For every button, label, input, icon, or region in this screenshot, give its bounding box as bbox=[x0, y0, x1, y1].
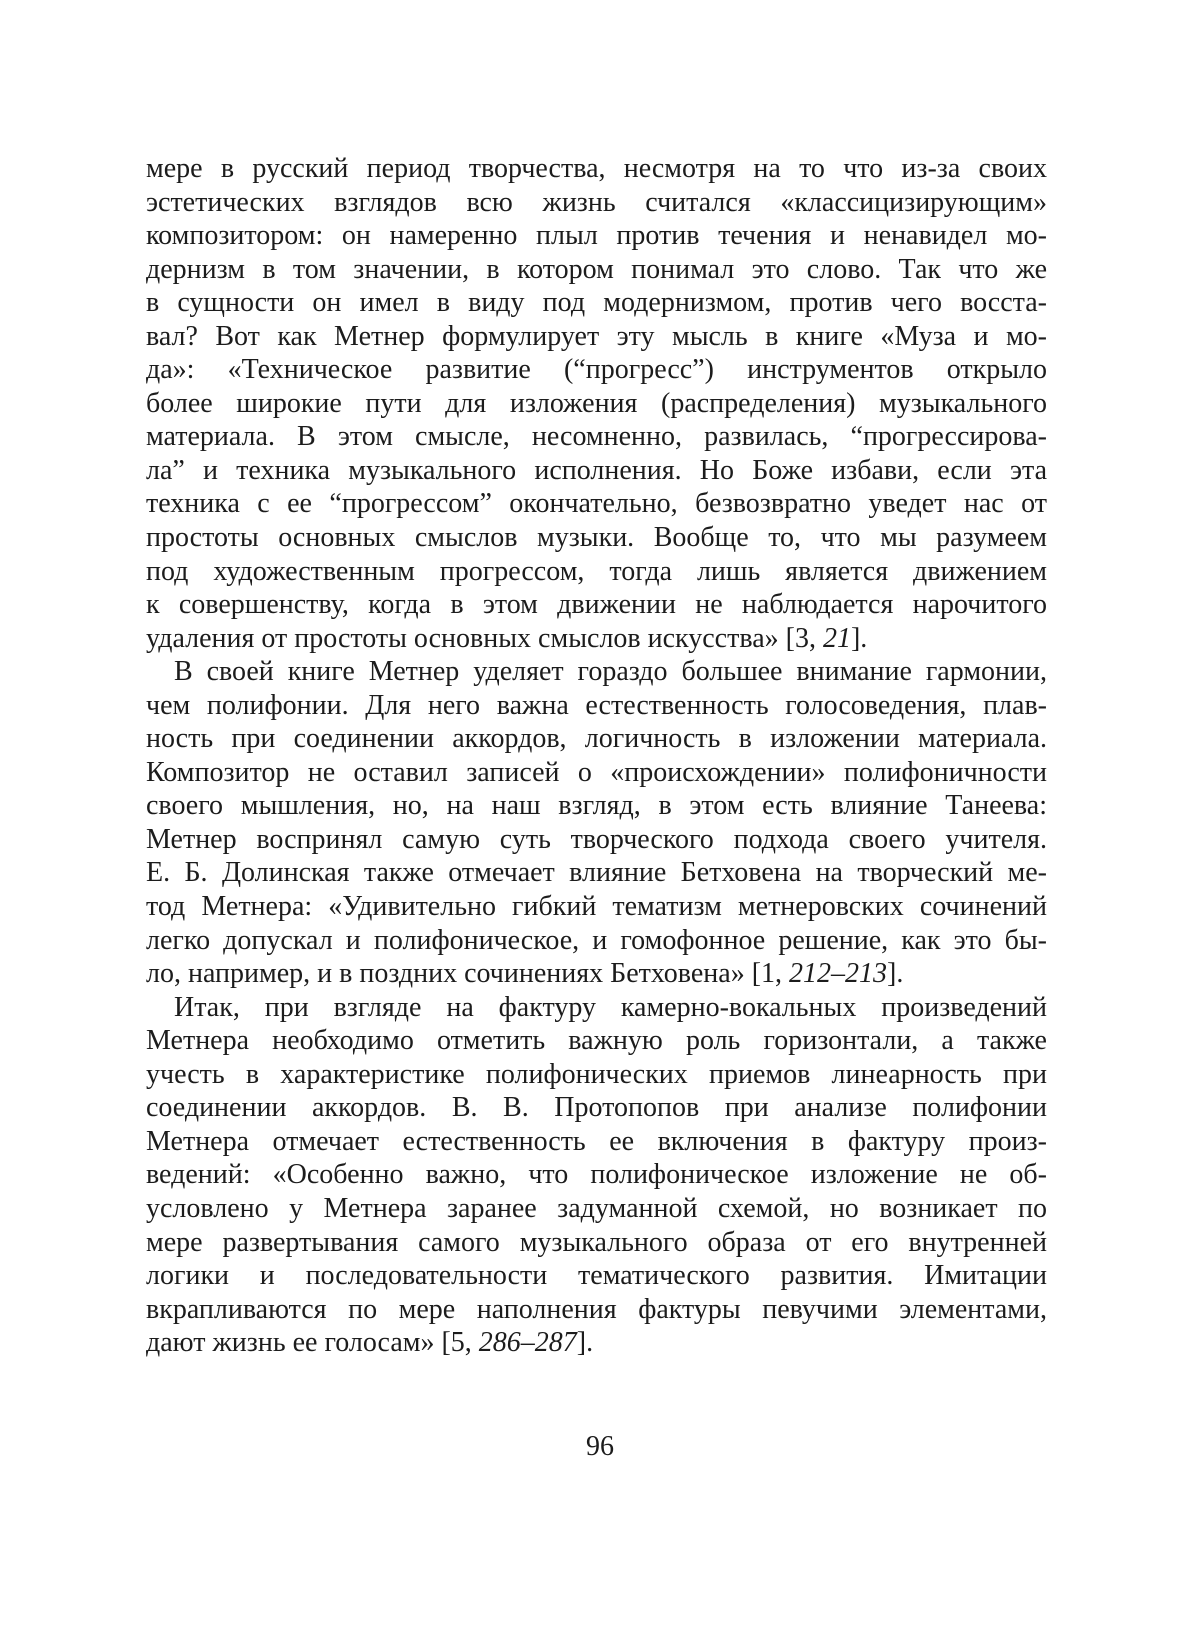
text-line bbox=[146, 152, 1047, 186]
text-segment: да»: «Техническое развитие (“прогресс”) инструментов открыло bbox=[146, 354, 1047, 386]
text-line bbox=[146, 1091, 1047, 1125]
text-segment: ]. bbox=[576, 1327, 594, 1359]
text-segment: более широкие пути для изложения (распределения) музыкального bbox=[146, 387, 1047, 419]
text-segment: под художественным прогрессом, тогда лишь является движением bbox=[146, 555, 1047, 587]
paragraph bbox=[146, 991, 1047, 1360]
text-line bbox=[146, 286, 1047, 320]
text-segment: ность при соединении аккордов, логичность в изложении материала. bbox=[146, 723, 1047, 755]
text-segment: легко допускал и полифоническое, и гомофонное решение, как это бы- bbox=[146, 924, 1047, 956]
text-line bbox=[146, 789, 1047, 823]
citation-page-italic: 286–287 bbox=[478, 1327, 577, 1359]
text-line bbox=[146, 1293, 1047, 1327]
text-line bbox=[146, 253, 1047, 287]
text-segment: дают жизнь ее голосам» [5, bbox=[146, 1327, 479, 1359]
text-segment: вал? Вот как Метнер формулирует эту мысль в книге «Муза и мо- bbox=[146, 320, 1047, 352]
text-line bbox=[146, 622, 1047, 656]
text-line bbox=[146, 420, 1047, 454]
text-line bbox=[146, 353, 1047, 387]
text-segment: удаления от простоты основных смыслов искусства» [3, bbox=[146, 622, 823, 654]
text-segment: ]. bbox=[850, 622, 868, 654]
text-line bbox=[146, 219, 1047, 253]
text-line bbox=[146, 722, 1047, 756]
text-segment: Итак, при взгляде на фактуру камерно-вокальных произведений bbox=[174, 991, 1047, 1023]
text-line bbox=[146, 655, 1047, 689]
text-segment: композитором: он намеренно плыл против течения и ненавидел мо- bbox=[146, 220, 1047, 252]
text-segment: техника с ее “прогрессом” окончательно, безвозвратно уведет нас от bbox=[146, 488, 1047, 520]
text-segment: в сущности он имел в виду под модернизмом, против чего восста- bbox=[146, 287, 1047, 319]
text-line bbox=[146, 186, 1047, 220]
text-segment: эстетических взглядов всю жизнь считался «классицизирующим» bbox=[146, 186, 1047, 218]
text-line bbox=[146, 1326, 1047, 1360]
text-line bbox=[146, 521, 1047, 555]
text-segment: Метнер воспринял самую суть творческого подхода своего учителя. bbox=[146, 823, 1047, 855]
text-segment: Метнера необходимо отметить важную роль горизонтали, а также bbox=[146, 1025, 1047, 1057]
text-segment: соединении аккордов. В. В. Протопопов при анализе полифонии bbox=[146, 1092, 1047, 1124]
text-segment: материала. В этом смысле, несомненно, развилась, “прогрессирова- bbox=[146, 421, 1047, 453]
text-segment: Е. Б. Долинская также отмечает влияние Бетховена на творческий ме- bbox=[146, 857, 1047, 889]
text-segment: ]. bbox=[887, 958, 904, 990]
text-segment: учесть в характеристике полифонических приемов линеарность при bbox=[146, 1058, 1047, 1090]
text-line bbox=[146, 856, 1047, 890]
text-segment: Метнера отмечает естественность ее включения в фактуру произ- bbox=[146, 1125, 1047, 1157]
text-segment: мере развертывания самого музыкального образа от его внутренней bbox=[146, 1226, 1047, 1258]
text-segment: чем полифонии. Для него важна естественность голосоведения, плав- bbox=[146, 689, 1047, 721]
text-line bbox=[146, 1158, 1047, 1192]
text-line bbox=[146, 957, 1047, 991]
text-segment: ла” и техника музыкального исполнения. Но Боже избави, если эта bbox=[146, 454, 1047, 486]
page-number: 96 bbox=[586, 1431, 614, 1462]
text-segment: ведений: «Особенно важно, что полифоническое изложение не об- bbox=[146, 1159, 1047, 1191]
text-line bbox=[146, 1024, 1047, 1058]
text-line bbox=[146, 689, 1047, 723]
text-line bbox=[146, 588, 1047, 622]
text-line bbox=[146, 991, 1047, 1025]
text-block bbox=[146, 152, 1047, 1360]
text-segment: дернизм в том значении, в котором понимал это слово. Так что же bbox=[146, 253, 1047, 285]
citation-page-italic: 21 bbox=[822, 622, 851, 654]
text-segment: Композитор не оставил записей о «происхождении» полифоничности bbox=[146, 756, 1047, 788]
text-line bbox=[146, 1125, 1047, 1159]
text-segment: своего мышления, но, на наш взгляд, в этом есть влияние Танеева: bbox=[146, 790, 1047, 822]
paragraph bbox=[146, 655, 1047, 990]
text-line bbox=[146, 823, 1047, 857]
citation-page-italic: 212–213 bbox=[789, 958, 888, 990]
text-segment: к совершенству, когда в этом движении не наблюдается нарочитого bbox=[146, 589, 1047, 621]
text-line bbox=[146, 890, 1047, 924]
text-segment: логики и последовательности тематического развития. Имитации bbox=[146, 1260, 1047, 1292]
text-segment: простоты основных смыслов музыки. Вообще то, что мы разумеем bbox=[146, 522, 1047, 554]
text-line bbox=[146, 555, 1047, 589]
text-line bbox=[146, 756, 1047, 790]
text-line bbox=[146, 487, 1047, 521]
text-segment: В своей книге Метнер уделяет гораздо большее внимание гармонии, bbox=[174, 656, 1047, 688]
text-segment: тод Метнера: «Удивительно гибкий тематизм метнеровских сочинений bbox=[146, 891, 1047, 923]
text-line bbox=[146, 924, 1047, 958]
text-segment: условлено у Метнера заранее задуманной схемой, но возникает по bbox=[146, 1192, 1047, 1224]
text-segment: ло, например, и в поздних сочинениях Бетховена» [1, bbox=[146, 958, 790, 990]
text-segment: вкрапливаются по мере наполнения фактуры певучими элементами, bbox=[146, 1293, 1047, 1325]
text-line bbox=[146, 1226, 1047, 1260]
text-line bbox=[146, 387, 1047, 421]
text-segment: мере в русский период творчества, несмотря на то что из-за своих bbox=[146, 153, 1047, 184]
text-line bbox=[146, 1058, 1047, 1092]
text-line bbox=[146, 1259, 1047, 1293]
text-line bbox=[146, 1192, 1047, 1226]
paragraph bbox=[146, 152, 1047, 655]
text-line bbox=[146, 320, 1047, 354]
text-line bbox=[146, 454, 1047, 488]
